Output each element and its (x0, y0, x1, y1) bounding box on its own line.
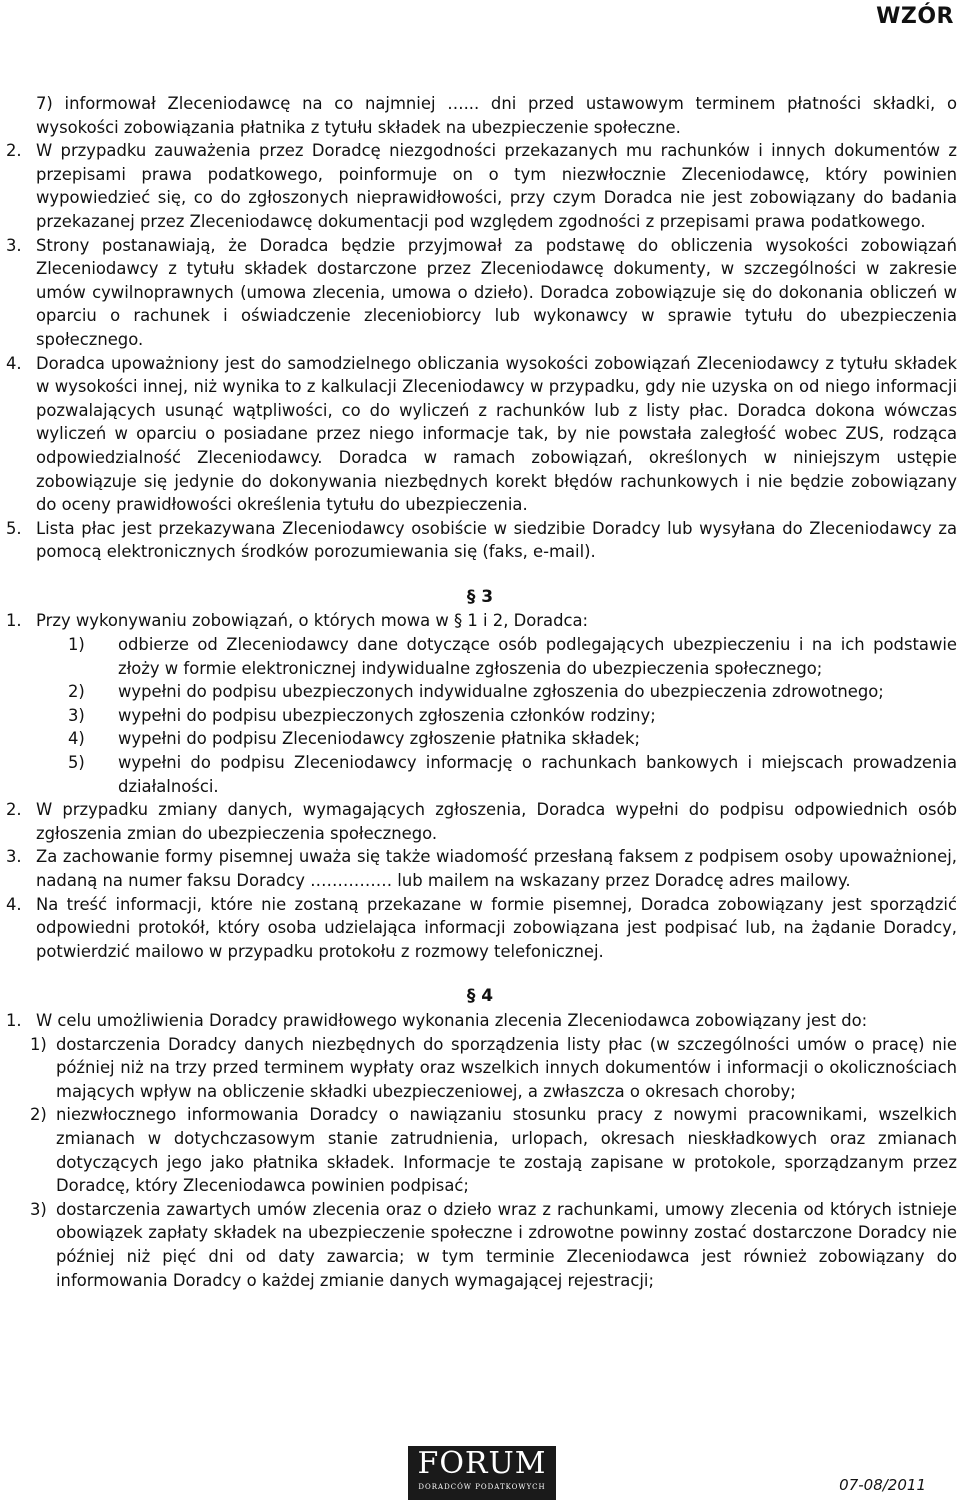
logo-title: FORUM (417, 1446, 547, 1481)
sub-item-text: dostarczenia Doradcy danych niezbędnych do sporządzenia listy płac (w szczególności umów o pracę) nie później niż na trzy przed terminem wypłaty oraz wszelkich innych dokumentów i informacji o okolicznościach mających wpływ na obliczenie składki ubezpieczeniowej, a zwłaszcza o okresach choroby; (56, 1034, 957, 1101)
list-item (0, 845, 960, 892)
sub-item-text: wypełni do podpisu Zleceniodawcy informację o rachunkach bankowych i miejscach prowadzenia działalności. (118, 753, 957, 796)
list-item (0, 139, 960, 233)
sub-item-text: niezwłocznego informowania Doradcy o nawiązaniu stosunku pracy z nowymi pracownikami, wszelkich zmianach w dotychczasowym stanie zatrudnienia, urlopach, okresach nieskładkowych oraz zmianach dotyczących jego jako płatnika składek. Informacje te zostają zapisane w protokole, sporządzanym przez Doradcę, który Zleceniodawca powinien podpisać; (56, 1105, 957, 1196)
list-item (0, 1009, 960, 1033)
sub-item-text: wypełni do podpisu Zleceniodawcy zgłoszenie płatnika składek; (118, 729, 641, 749)
sub-item-number: 1) (68, 635, 85, 655)
sub-item-number: 3) (68, 705, 85, 725)
section-heading-3: § 3 (466, 586, 494, 607)
sub-list-item (0, 704, 960, 728)
sub-list-item (0, 680, 960, 704)
item-text: W przypadku zauważenia przez Doradcę niezgodności przekazanych mu rachunków i innych dokumentów z przepisami prawa podatkowego, poinformuje on o tym niezwłocznie Zleceniodawcę, który powinien wypowiedzieć się, co do zgłoszonych nieprawidłowości, przy czym Doradca nie jest zobowiązany do badania przekazanej przez Zleceniodawcę dokumentacji pod względem zgodności z przepisami prawa podatkowego. (36, 141, 957, 231)
item-text: Lista płac jest przekazywana Zleceniodawcy osobiście w siedzibie Doradcy lub wysyłana do Zleceniodawcy za pomocą elektronicznych środków porozumiewania się (faks, e-mail). (36, 518, 957, 562)
item-number: 1. (6, 1010, 22, 1030)
sub-list-item (0, 751, 960, 798)
item-number: 3. (6, 235, 22, 255)
item-text: Strony postanawiają, że Doradca będzie przyjmował za podstawę do obliczenia wysokości zobowiązań Zleceniodawcy z tytułu składek dostarczone przez Zleceniodawcę dokumenty, w szczególności w zakresie umów cywilnoprawnych (umowa zlecenia, umowa o dzieło). Doradca zobowiązuje się do dokonania obliczeń w oparciu o rachunek i oświadczenie zleceniobiorcy lub wykonawcy w sprawie tytułu do ubezpieczenia społecznego. (36, 235, 957, 349)
sub-item-text: wypełni do podpisu ubezpieczonych zgłoszenia członków rodziny; (118, 705, 656, 725)
sub-item-number: 1) (30, 1034, 47, 1054)
item-text: Doradca upoważniony jest do samodzielnego obliczania wysokości zobowiązań Zleceniodawcy z tytułu składek w wysokości innej, niż wynika to z kalkulacji Zleceniodawcy w przypadku, gdy nie uzyska on od niego informacji pozwalających usunąć wątpliwości, co do wyliczeń z rachunków lub z listy płac. Doradca dokona wówczas wyliczeń w oparciu o posiadane przez niego informacje tak, by nie powstała zaległość wobec ZUS, rodząca odpowiedzialność Zleceniodawcy. Doradca w ramach zobowiązań, określonych w niniejszym ustępie zobowiązuje się jedynie do dokonywania niezbędnych korekt błędów rachunkowych i nie będzie zobowiązany do oceny prawidłowości określenia tytułu do ubezpieczenia. (36, 353, 957, 515)
sub-item-number: 2) (30, 1105, 47, 1125)
item-text: Za zachowanie formy pisemnej uważa się także wiadomość przesłaną faksem z podpisem osoby upoważnionej, nadaną na numer faksu Doradcy …………… lub mailem na wskazany przez Doradcę adres mailowy. (36, 847, 957, 890)
document-body (0, 92, 960, 1292)
item-number: 4. (6, 894, 22, 914)
list-item (0, 352, 960, 517)
sub-list-item (0, 1198, 960, 1292)
sub-item-number: 2) (68, 682, 85, 702)
item-number: 3. (6, 847, 22, 867)
list-item (0, 893, 960, 964)
sub-list-item (0, 1033, 960, 1104)
sub-list-item (0, 1103, 960, 1197)
sub-item-number: 4) (68, 729, 85, 749)
item-number: 2. (6, 141, 22, 161)
item-text: Przy wykonywaniu zobowiązań, o których mowa w § 1 i 2, Doradca: (36, 611, 589, 631)
item-number: 5. (6, 518, 22, 538)
list-item (0, 798, 960, 845)
item-text: W celu umożliwienia Doradcy prawidłowego wykonania zlecenia Zleceniodawca zobowiązany jest do: (36, 1010, 868, 1030)
sub-item-text: wypełni do podpisu ubezpieczonych indywidualne zgłoszenia do ubezpieczenia zdrowotnego; (118, 682, 884, 702)
list-item (0, 517, 960, 564)
list-item (0, 234, 960, 352)
section-heading-4: § 4 (466, 986, 494, 1007)
item-number: 2. (6, 800, 22, 820)
list-item (0, 609, 960, 633)
item-number: 1. (6, 611, 22, 631)
item-number: 4. (6, 353, 22, 373)
sub-item-number: 3) (30, 1199, 47, 1219)
item-text: W przypadku zmiany danych, wymagających zgłoszenia, Doradca wypełni do podpisu odpowiednich osób zgłoszenia zmian do ubezpieczenia społecznego. (36, 800, 957, 843)
sub-item-number: 5) (68, 753, 85, 773)
template-label: WZÓR (876, 4, 954, 29)
sub-item-text: odbierze od Zleceniodawcy dane dotyczące osób podlegających ubezpieczeniu i na ich podstawie złoży w formie elektronicznej indywidualne zgłoszenia do ubezpieczenia społecznego; (118, 635, 957, 678)
sub-list-item (0, 727, 960, 751)
item-text: Na treść informacji, które nie zostaną przekazane w formie pisemnej, Doradca zobowiązany jest sporządzić odpowiedni protokół, który osoba udzielająca informacji zobowiązana jest podpisać lub, na żądanie Doradcy, potwierdzić mailowo w przypadku protokołu z rozmowy telefonicznej. (36, 894, 957, 961)
issue-date: 07-08/2011 (839, 1476, 926, 1494)
paragraph-7: 7) informował Zleceniodawcę na co najmniej …... dni przed ustawowym terminem płatności składki, o wysokości zobowiązania płatnika z tytułu składek na ubezpieczenie społeczne. (36, 94, 957, 137)
forum-logo (408, 1446, 556, 1500)
sub-list-item (0, 633, 960, 680)
logo-subtitle: DORADCÓW PODATKOWYCH (418, 1483, 546, 1491)
sub-item-text: dostarczenia zawartych umów zlecenia oraz o dzieło wraz z rachunkami, umowy zlecenia od których istnieje obowiązek zapłaty składek na ubezpieczenie społeczne i zdrowotne powinny zostać dostarczone Doradcy nie później niż pięć dni od daty zawarcia; w tym terminie Zleceniodawca jest również zobowiązany do informowania Doradcy o każdej zmianie danych wymagającej rejestracji; (56, 1199, 957, 1290)
